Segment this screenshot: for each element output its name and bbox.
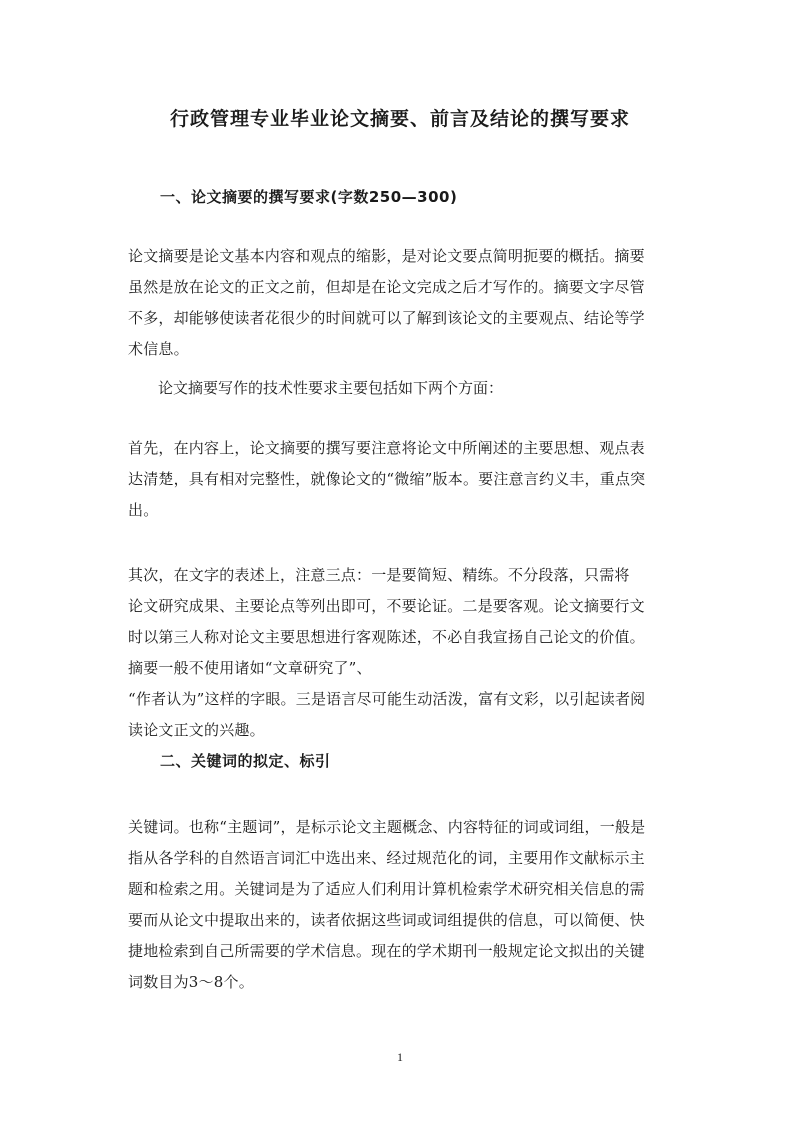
section-heading-keywords: 二、关键词的拟定、标引 [160,752,331,770]
text-line: 术信息。 [128,340,189,358]
text-line: 时以第三人称对论文主要思想进行客观陈述，不必自我宣扬自己论文的价值。 [128,628,645,646]
text-line: 要而从论文中提取出来的，读者依据这些词或词组提供的信息，可以简便、快 [128,911,645,929]
text-line: 首先，在内容上，论文摘要的撰写要注意将论文中所阐述的主要思想、观点表 [128,439,645,457]
paragraph-abstract-definition [128,241,676,365]
text-line: 虽然是放在论文的正文之前，但却是在论文完成之后才写作的。摘要文字尽管 [128,278,645,296]
paragraph-wording-requirement [128,560,676,746]
text-line: 达清楚，具有相对完整性，就像论文的“微缩”版本。要注意言约义丰，重点突 [128,470,646,488]
paragraph-technical-requirements: 论文摘要写作的技术性要求主要包括如下两个方面： [158,379,504,397]
text-line: 捷地检索到自己所需要的学术信息。现在的学术期刊一般规定论文拟出的关键 [128,942,645,960]
text-line: 论文研究成果、主要论点等列出即可，不要论证。二是要客观。论文摘要行文 [128,597,645,615]
paragraph-content-requirement [128,433,676,526]
text-line: “作者认为”这样的字眼。三是语言尽可能生动活泼，富有文彩，以引起读者阅 [128,690,646,708]
text-line: 关键词。也称“主题词”，是标示论文主题概念、内容特征的词或词组，一般是 [128,818,646,836]
text-line: 其次，在文字的表述上，注意三点：一是要简短、精练。不分段落，只需将 [128,566,630,584]
text-line: 摘要一般不使用诸如“文章研究了”、 [128,659,372,677]
section-heading-abstract: 一、论文摘要的撰写要求(字数250—300) [160,188,458,206]
text-line: 读论文正文的兴趣。 [128,721,265,739]
document-title: 行政管理专业毕业论文摘要、前言及结论的撰写要求 [169,108,630,130]
page-number: 1 [397,1050,403,1064]
paragraph-keywords [128,812,676,998]
text-line: 词数目为3～8个。 [128,973,254,991]
text-line: 指从各学科的自然语言词汇中选出来、经过规范化的词，主要用作文献标示主 [128,849,645,867]
text-line: 论文摘要是论文基本内容和观点的缩影，是对论文要点简明扼要的概括。摘要 [128,247,645,265]
text-line: 不多，却能够使读者花很少的时间就可以了解到该论文的主要观点、结论等学 [128,309,645,327]
text-line: 出。 [128,501,159,519]
text-line: 题和检索之用。关键词是为了适应人们利用计算机检索学术研究相关信息的需 [128,880,645,898]
